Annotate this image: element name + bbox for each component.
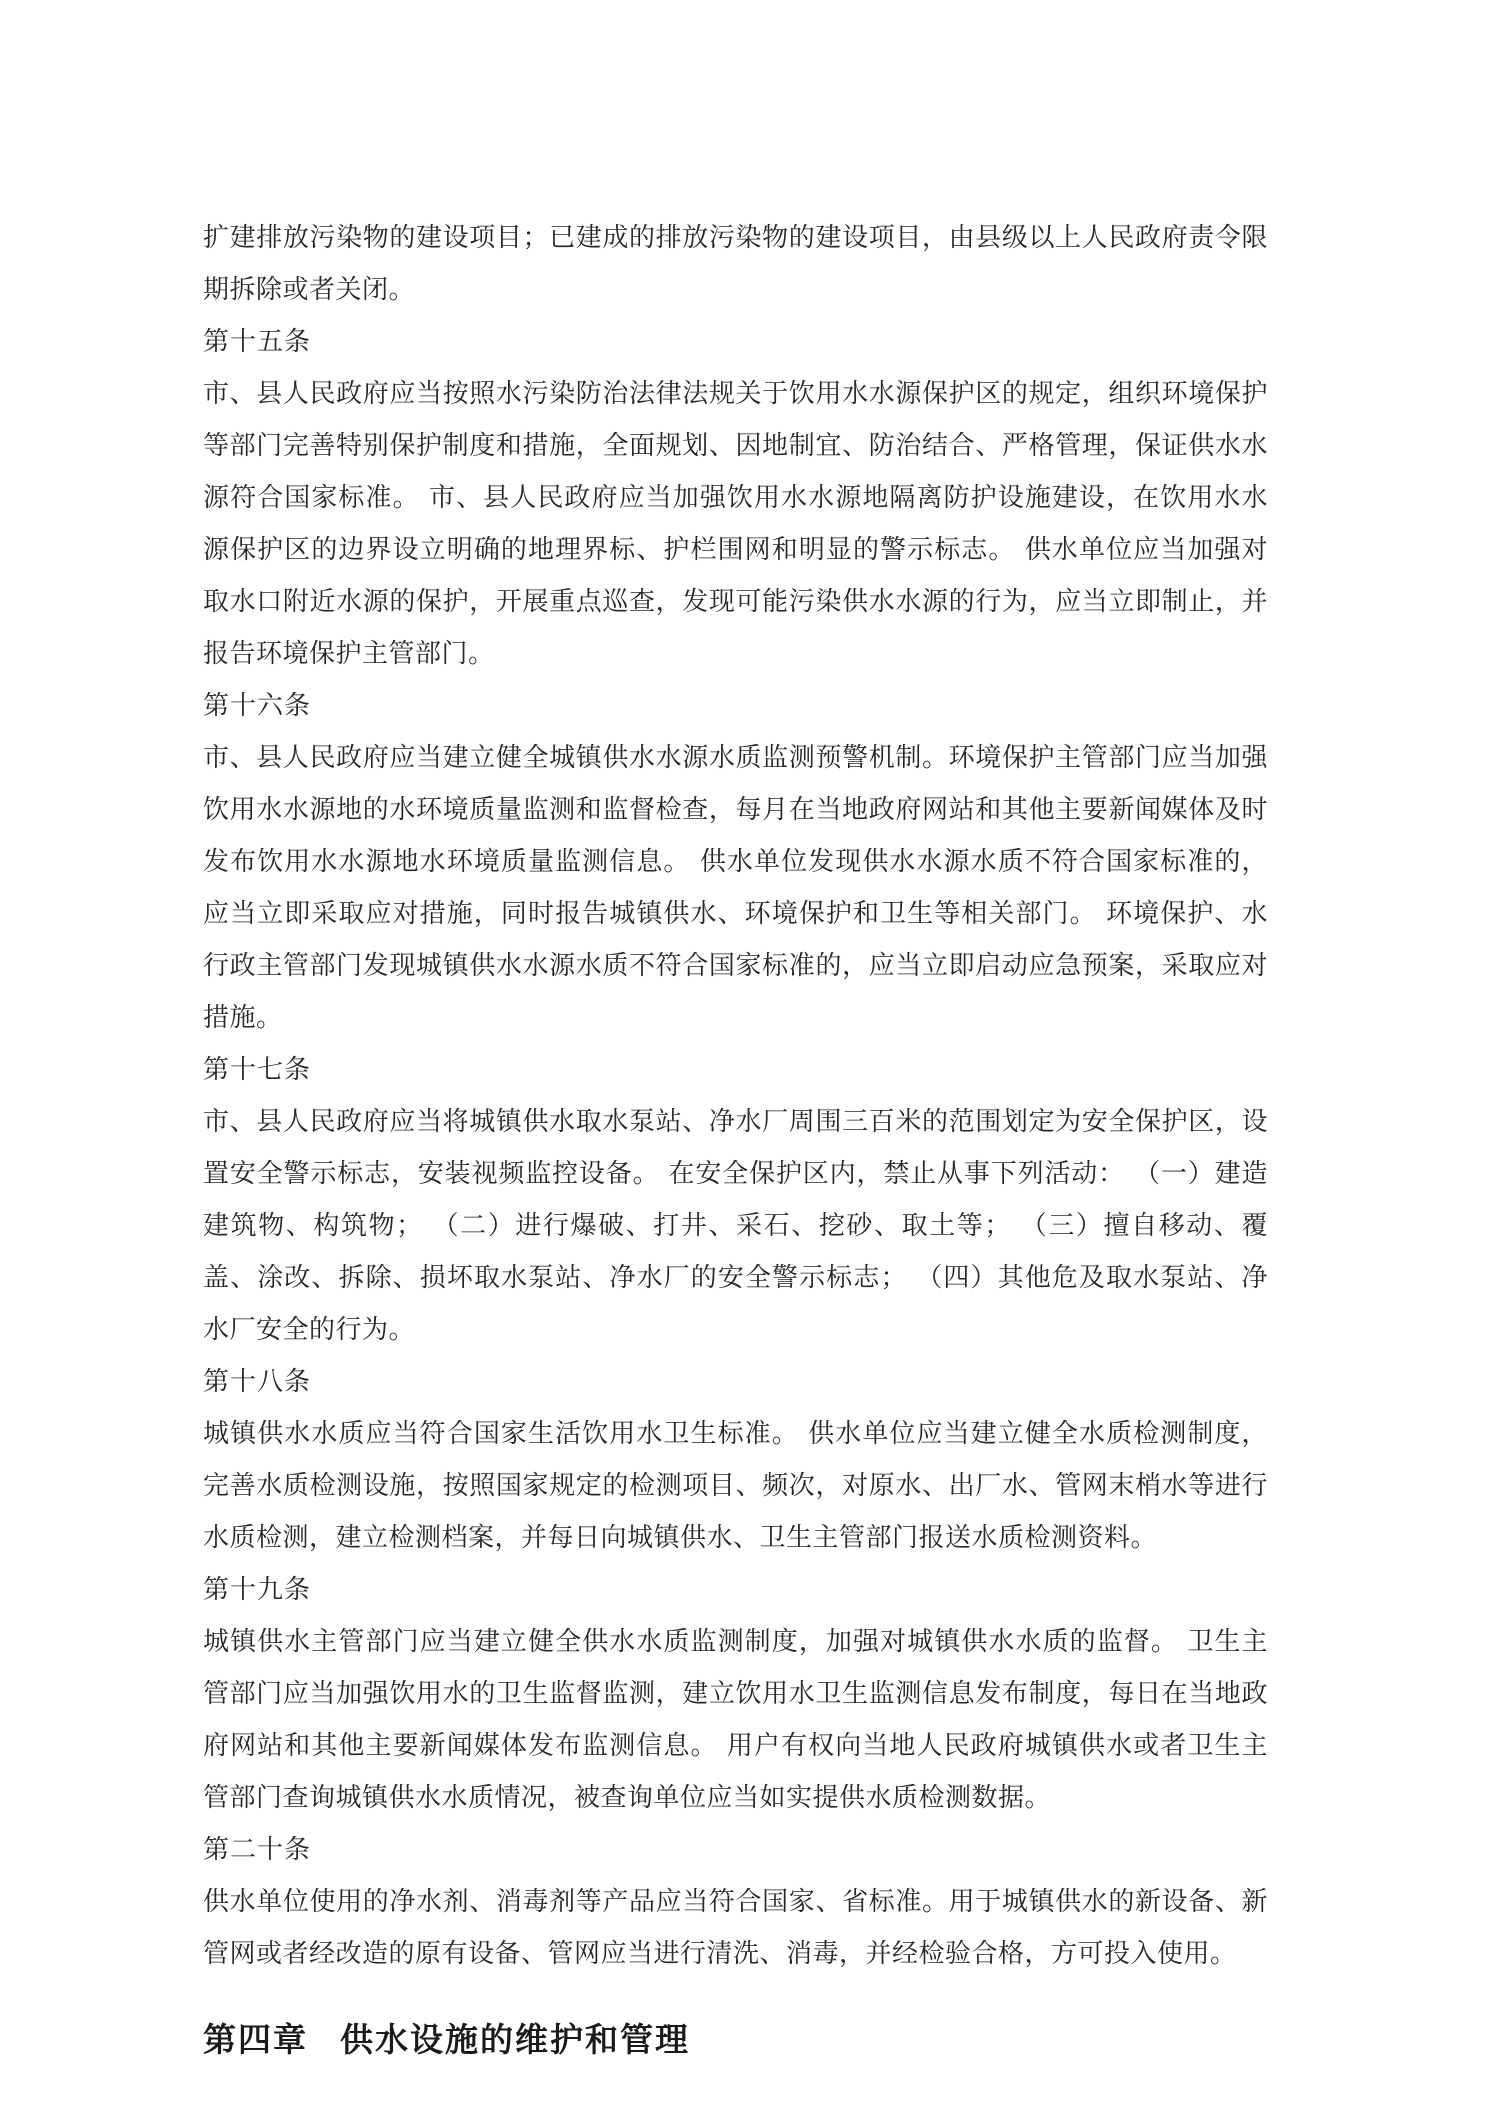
article-text: 城镇供水水质应当符合国家生活饮用水卫生标准。 供水单位应当建立健全水质检测制度，完善水质检测设施，按照国家规定的检测项目、频次，对原水、出厂水、管网末梢水等进行水质检测，建立检测档案，并每日向城镇供水、卫生主管部门报送水质检测资料。: [203, 1419, 1268, 1553]
document-body: [203, 212, 1268, 2061]
article-17: [203, 1044, 1268, 1356]
article-title: 第十八条: [203, 1367, 312, 1397]
article-15: [203, 316, 1268, 680]
article-text: 城镇供水主管部门应当建立健全供水水质监测制度，加强对城镇供水水质的监督。 卫生主管部门应当加强饮用水的卫生监督监测，建立饮用水卫生监测信息发布制度，每日在当地政府网站和其他主要新闻媒体发布监测信息。 用户有权向当地人民政府城镇供水或者卫生主管部门查询城镇供水水质情况，被查询单位应当如实提供水质检测数据。: [203, 1627, 1268, 1813]
article-text: 市、县人民政府应当按照水污染防治法律法规关于饮用水水源保护区的规定，组织环境保护等部门完善特别保护制度和措施，全面规划、因地制宜、防治结合、严格管理，保证供水水源符合国家标准。 市、县人民政府应当加强饮用水水源地隔离防护设施建设，在饮用水水源保护区的边界设立明确的地理界标、护栏围网和明显的警示标志。 供水单位应当加强对取水口附近水源的保护，开展重点巡查，发现可能污染供水水源的行为，应当立即制止，并报告环境保护主管部门。: [203, 379, 1268, 669]
article-text: 市、县人民政府应当将城镇供水取水泵站、净水厂周围三百米的范围划定为安全保护区，设置安全警示标志，安装视频监控设备。 在安全保护区内，禁止从事下列活动： （一）建造建筑物、构筑物； （二）进行爆破、打井、采石、挖砂、取土等； （三）擅自移动、覆盖、涂改、拆除、损坏取水泵站、净水厂的安全警示标志； （四）其他危及取水泵站、净水厂安全的行为。: [203, 1107, 1268, 1345]
article-text: 供水单位使用的净水剂、消毒剂等产品应当符合国家、省标准。用于城镇供水的新设备、新管网或者经改造的原有设备、管网应当进行清洗、消毒，并经检验合格，方可投入使用。: [203, 1887, 1268, 1969]
article-title: 第十七条: [203, 1055, 312, 1085]
article-16: [203, 680, 1268, 1044]
article-title: 第十九条: [203, 1575, 312, 1605]
intro-paragraph: 扩建排放污染物的建设项目；已建成的排放污染物的建设项目，由县级以上人民政府责令限期拆除或者关闭。: [203, 223, 1268, 305]
article-20: [203, 1824, 1268, 1980]
article-title: 第十六条: [203, 691, 312, 721]
article-19: [203, 1564, 1268, 1824]
article-title: 第二十条: [203, 1835, 312, 1865]
chapter-title: 供水设施的维护和管理: [340, 2020, 690, 2059]
article-text: 市、县人民政府应当建立健全城镇供水水源水质监测预警机制。环境保护主管部门应当加强饮用水水源地的水环境质量监测和监督检查，每月在当地政府网站和其他主要新闻媒体及时发布饮用水水源地水环境质量监测信息。 供水单位发现供水水源水质不符合国家标准的，应当立即采取应对措施，同时报告城镇供水、环境保护和卫生等相关部门。 环境保护、水行政主管部门发现城镇供水水源水质不符合国家标准的，应当立即启动应急预案，采取应对措施。: [203, 743, 1268, 1033]
article-title: 第十五条: [203, 327, 312, 357]
article-18: [203, 1356, 1268, 1564]
chapter-number: 第四章: [203, 2020, 308, 2059]
chapter-heading: [203, 2014, 1268, 2061]
